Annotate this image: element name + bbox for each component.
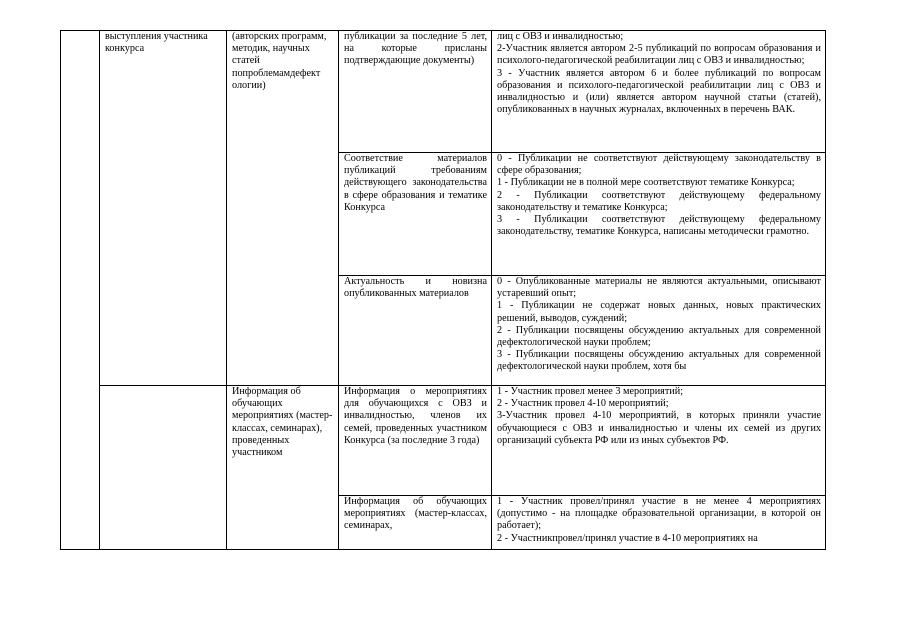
indicator-cell <box>339 496 492 550</box>
indicator-text: Информация о мероприятиях для обучающихся с ОВЗ и инвалидностью, членов их семей, проведенных участником Конкурса (за последние 3 года) <box>344 386 487 446</box>
scores-cell <box>492 386 826 496</box>
indicator-cell <box>339 153 492 276</box>
number-cell <box>61 31 100 550</box>
indicator-text: публикации за последние 5 лет, на которые присланы подтверждающие документы) <box>344 31 487 67</box>
table-row <box>61 31 826 153</box>
scores-cell <box>492 496 826 550</box>
score-line: 1 - Публикации не в полной мере соответствуют тематике Конкурса; <box>497 177 795 189</box>
criterion-text: выступления участника конкурса <box>105 31 208 55</box>
indicator-cell <box>339 386 492 496</box>
indicator-cell <box>339 31 492 153</box>
score-line: 1 - Публикации не содержат новых данных, новых практических решений, выводов, суждений; <box>497 300 821 324</box>
table-row <box>61 386 826 496</box>
indicator-cell <box>339 276 492 386</box>
score-line: лиц с ОВЗ и инвалидностью; <box>497 31 624 42</box>
subject-cell <box>227 31 339 386</box>
score-line: 0 - Опубликованные материалы не являются актуальными, описывают устаревший опыт; <box>497 276 821 300</box>
subject-text: (авторских программ, методик, научных статей попроблемамдефект ологии) <box>232 31 327 91</box>
indicator-text: Информация об обучающих мероприятиях (мастер-классах, семинарах, <box>344 496 487 532</box>
score-line: 1 - Участник провел/принял участие в не менее 4 мероприятиях (допустимо - на площадке образовательной организации, в которой он работает); <box>497 496 821 532</box>
scores-cell <box>492 153 826 276</box>
criterion-cell <box>100 386 227 550</box>
criteria-table <box>60 30 826 550</box>
score-line: 3 - Публикации посвящены обсуждению актуальных для современной дефектологической науки проблем, хотя бы <box>497 349 821 373</box>
indicator-text: Соответствие материалов публикаций требованиям действующего законодательства в сфере образования и тематике Конкурса <box>344 153 487 213</box>
score-line: 2 - Участник провел 4-10 мероприятий; <box>497 398 669 410</box>
subject-text: Информация об обучающих мероприятиях (мастер-классах, семинарах), проведенных участником <box>232 386 333 459</box>
scores-cell <box>492 276 826 386</box>
score-line: 3 - Публикации соответствуют действующему федеральному законодательству, тематике Конкурса, написаны методически грамотно. <box>497 214 821 238</box>
indicator-text: Актуальность и новизна опубликованных материалов <box>344 276 487 300</box>
score-line: 2 - Участникпровел/принял участие в 4-10 мероприятиях на <box>497 532 758 544</box>
score-line: 3 - Участник является автором 6 и более публикаций по вопросам образования и психолого-педагогической реабилитации лиц с ОВЗ и инвалидностью и (или) является автором научной статьи (статей), опубликованных в научных журналах, включенных в перечень ВАК. <box>497 67 821 116</box>
score-line: 2 - Публикации соответствуют действующему федеральному законодательству и тематике Конкурса; <box>497 189 821 213</box>
score-line: 2-Участник является автором 2-5 публикаций по вопросам образования и психолого-педагогической реабилитации лиц с ОВЗ и инвалидностью; <box>497 43 821 67</box>
score-line: 2 - Публикации посвящены обсуждению актуальных для современной дефектологической науки проблем; <box>497 324 821 349</box>
score-line: 0 - Публикации не соответствуют действующему законодательству в сфере образования; <box>497 153 821 177</box>
subject-cell <box>227 386 339 550</box>
criterion-cell <box>100 31 227 386</box>
score-line: 3-Участник провел 4-10 мероприятий, в которых приняли участие обучающиеся с ОВЗ и инвалидностью и члены их семей из других организаций субъекта РФ или из иных субъектов РФ. <box>497 410 821 446</box>
score-line: 1 - Участник провел менее 3 мероприятий; <box>497 386 684 397</box>
scores-cell <box>492 31 826 153</box>
